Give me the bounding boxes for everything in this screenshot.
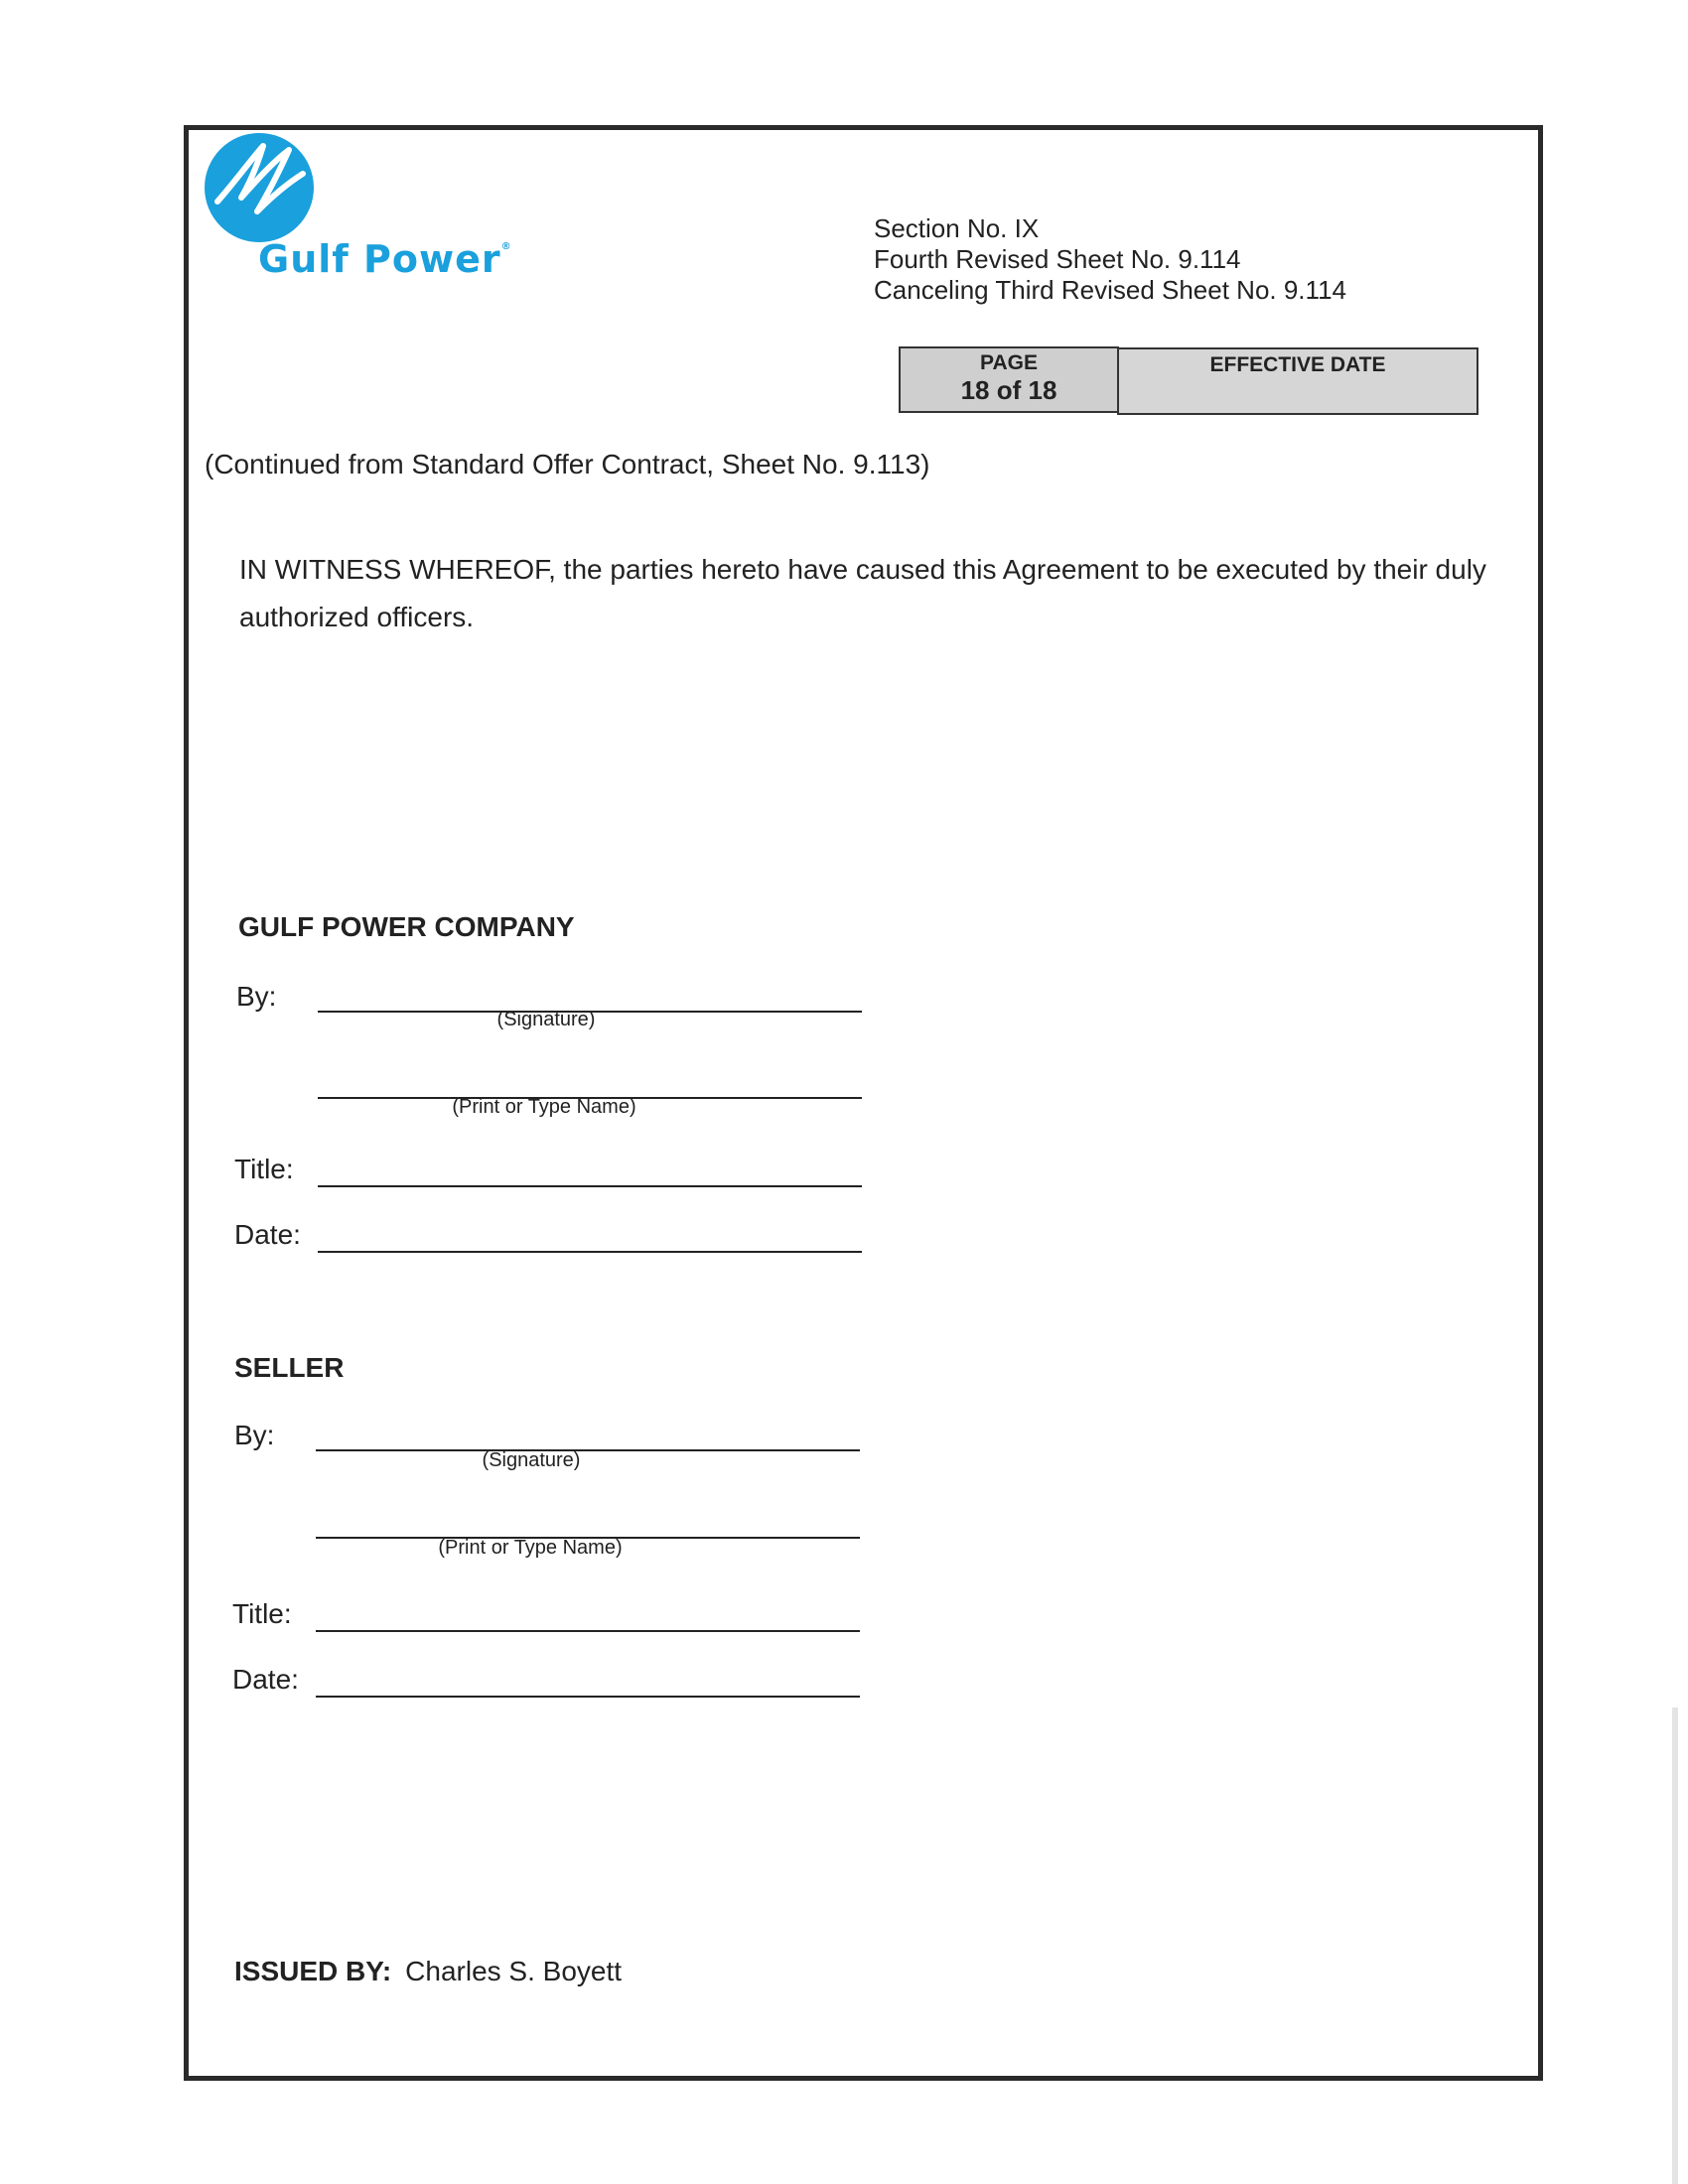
- seller-by-label: By:: [234, 1420, 275, 1450]
- issued-by-name: Charles S. Boyett: [405, 1956, 623, 1986]
- document-frame: [184, 125, 1543, 2081]
- company-title-label: Title:: [234, 1154, 294, 1184]
- scan-edge-shadow: [1672, 1707, 1678, 2184]
- issued-by-label: ISSUED BY:: [234, 1956, 392, 1986]
- company-date-line[interactable]: [318, 1251, 862, 1253]
- company-signature-caption: (Signature): [496, 1009, 596, 1030]
- sheet-info: [874, 213, 1346, 306]
- page-label: PAGE: [980, 351, 1038, 374]
- energy-wave-icon: [204, 132, 315, 243]
- witness-paragraph: IN WITNESS WHEREOF, the parties hereto have caused this Agreement to be executed by their duly authorized officers.: [239, 554, 1486, 632]
- company-heading: GULF POWER COMPANY: [238, 911, 575, 942]
- seller-heading: SELLER: [234, 1352, 345, 1383]
- company-date-label: Date:: [234, 1219, 301, 1250]
- revised-sheet-number: Fourth Revised Sheet No. 9.114: [874, 244, 1241, 274]
- company-name-caption: (Print or Type Name): [452, 1096, 636, 1118]
- canceling-sheet-number: Canceling Third Revised Sheet No. 9.114: [874, 275, 1346, 305]
- seller-title-label: Title:: [232, 1598, 292, 1629]
- logo-wordmark: Gulf Power®: [258, 237, 512, 281]
- issued-by: [234, 1956, 622, 1987]
- continued-note: (Continued from Standard Offer Contract, Sheet No. 9.113): [205, 449, 930, 479]
- page-box: [899, 346, 1119, 413]
- seller-signature-caption: (Signature): [482, 1449, 581, 1471]
- effective-date-box: [1117, 347, 1478, 415]
- seller-title-line[interactable]: [316, 1630, 860, 1632]
- effective-date-label: EFFECTIVE DATE: [1209, 353, 1386, 376]
- page-number: 18 of 18: [960, 375, 1057, 405]
- section-number: Section No. IX: [874, 213, 1040, 243]
- seller-name-caption: (Print or Type Name): [438, 1537, 623, 1559]
- company-logo: [204, 132, 561, 291]
- company-title-line[interactable]: [318, 1185, 862, 1187]
- company-by-label: By:: [236, 981, 277, 1012]
- seller-date-label: Date:: [232, 1664, 299, 1695]
- seller-date-line[interactable]: [316, 1696, 860, 1698]
